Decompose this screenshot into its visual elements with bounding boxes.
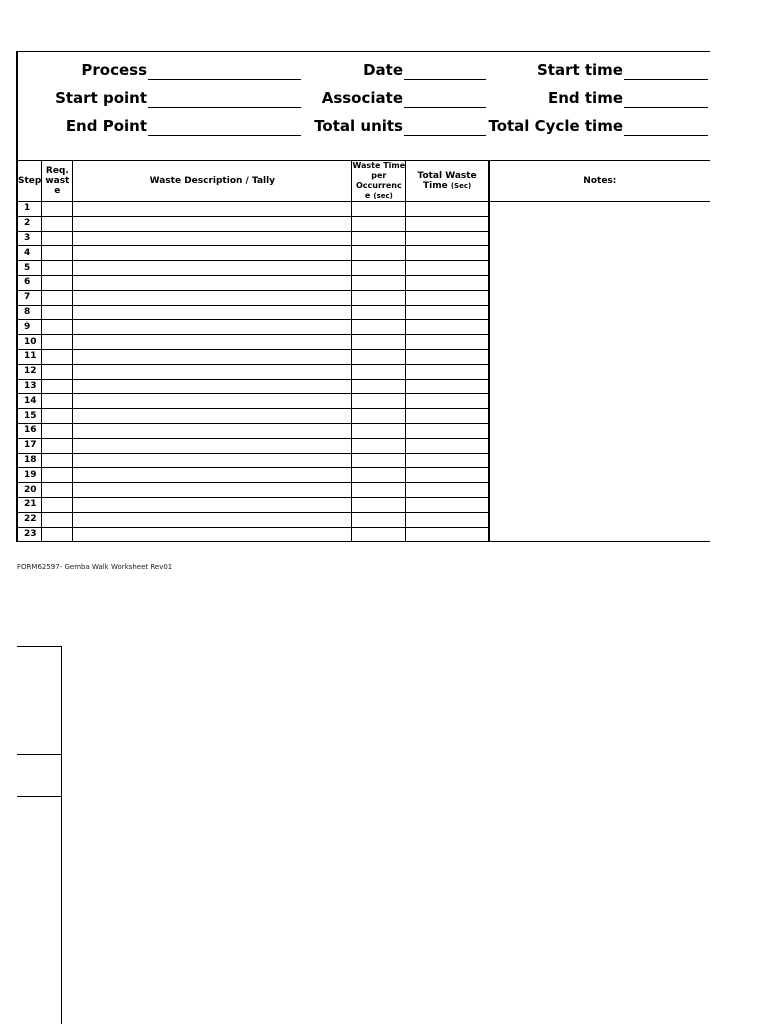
waste-description-cell[interactable]: [73, 394, 352, 409]
waste-description-cell[interactable]: [73, 364, 352, 379]
waste-time-cell[interactable]: [352, 231, 406, 246]
table-header-row: [17, 161, 710, 202]
step-number-cell: 2: [17, 216, 42, 231]
process-field[interactable]: [148, 79, 301, 80]
total-waste-cell[interactable]: [406, 379, 489, 394]
total-waste-cell[interactable]: [406, 438, 489, 453]
waste-description-cell[interactable]: [73, 231, 352, 246]
waste-time-cell[interactable]: [352, 275, 406, 290]
step-number-cell: 3: [17, 231, 42, 246]
req-waste-cell[interactable]: [42, 453, 73, 468]
total-waste-cell[interactable]: [406, 423, 489, 438]
req-waste-cell[interactable]: [42, 468, 73, 483]
step-column-header: Step: [17, 161, 42, 202]
req-waste-cell[interactable]: [42, 497, 73, 512]
req-waste-cell[interactable]: [42, 216, 73, 231]
step-number-cell: 18: [17, 453, 42, 468]
total-waste-cell[interactable]: [406, 216, 489, 231]
waste-time-cell[interactable]: [352, 409, 406, 424]
total-waste-cell[interactable]: [406, 261, 489, 276]
table-row: [17, 202, 710, 217]
total-waste-cell[interactable]: [406, 290, 489, 305]
step-number-cell: 8: [17, 305, 42, 320]
req-waste-cell[interactable]: [42, 364, 73, 379]
waste-description-cell[interactable]: [73, 483, 352, 498]
end-point-field[interactable]: [148, 135, 301, 136]
step-number-cell: 22: [17, 512, 42, 527]
total-waste-cell[interactable]: [406, 394, 489, 409]
waste-time-unit: (sec): [373, 192, 393, 200]
total-waste-cell[interactable]: [406, 483, 489, 498]
waste-description-column-header: Waste Description / Tally: [73, 161, 352, 202]
step-number-cell: 7: [17, 290, 42, 305]
waste-description-cell[interactable]: [73, 305, 352, 320]
waste-time-cell[interactable]: [352, 335, 406, 350]
waste-time-cell[interactable]: [352, 290, 406, 305]
total-cycle-time-field[interactable]: [624, 135, 708, 136]
req-waste-cell[interactable]: [42, 394, 73, 409]
waste-description-cell[interactable]: [73, 409, 352, 424]
waste-description-cell[interactable]: [73, 423, 352, 438]
req-waste-cell[interactable]: [42, 335, 73, 350]
total-waste-cell[interactable]: [406, 497, 489, 512]
req-waste-header-text: Req. wast e: [45, 166, 70, 196]
end-time-label: End time: [548, 89, 623, 107]
req-waste-cell[interactable]: [42, 261, 73, 276]
frame-line-3: [17, 796, 62, 797]
waste-time-cell[interactable]: [352, 364, 406, 379]
total-waste-cell[interactable]: [406, 349, 489, 364]
associate-label: Associate: [321, 89, 403, 107]
req-waste-cell[interactable]: [42, 231, 73, 246]
waste-description-cell[interactable]: [73, 349, 352, 364]
waste-time-cell[interactable]: [352, 468, 406, 483]
frame-vertical-line: [61, 646, 62, 1024]
total-waste-cell[interactable]: [406, 468, 489, 483]
total-waste-cell[interactable]: [406, 246, 489, 261]
process-label: Process: [81, 61, 147, 79]
req-waste-cell[interactable]: [42, 290, 73, 305]
notes-area[interactable]: [489, 202, 710, 542]
frame-line-2: [17, 754, 62, 755]
date-label: Date: [363, 61, 403, 79]
step-number-cell: 13: [17, 379, 42, 394]
step-number-cell: 19: [17, 468, 42, 483]
waste-time-cell[interactable]: [352, 320, 406, 335]
waste-description-cell[interactable]: [73, 512, 352, 527]
waste-time-cell[interactable]: [352, 202, 406, 217]
waste-time-cell[interactable]: [352, 453, 406, 468]
req-waste-cell[interactable]: [42, 483, 73, 498]
waste-time-cell[interactable]: [352, 483, 406, 498]
waste-description-cell[interactable]: [73, 275, 352, 290]
start-time-label: Start time: [536, 61, 623, 79]
waste-description-cell[interactable]: [73, 453, 352, 468]
waste-description-cell[interactable]: [73, 202, 352, 217]
req-waste-cell[interactable]: [42, 246, 73, 261]
table-body: [17, 202, 710, 542]
step-number-cell: 12: [17, 364, 42, 379]
waste-description-cell[interactable]: [73, 438, 352, 453]
total-waste-cell[interactable]: [406, 409, 489, 424]
total-waste-cell[interactable]: [406, 305, 489, 320]
form-footer: FORM62597- Gemba Walk Worksheet Rev01: [17, 563, 173, 571]
step-number-cell: 15: [17, 409, 42, 424]
total-waste-cell[interactable]: [406, 275, 489, 290]
waste-description-cell[interactable]: [73, 527, 352, 542]
total-units-field[interactable]: [404, 135, 486, 136]
req-waste-column-header: [42, 161, 73, 202]
header-row-3: [0, 117, 768, 139]
waste-time-cell[interactable]: [352, 438, 406, 453]
waste-time-cell[interactable]: [352, 512, 406, 527]
step-number-cell: 14: [17, 394, 42, 409]
waste-time-cell[interactable]: [352, 261, 406, 276]
waste-description-cell[interactable]: [73, 246, 352, 261]
waste-time-cell[interactable]: [352, 379, 406, 394]
header-row-1: [0, 61, 768, 83]
total-waste-column-header: [406, 161, 489, 202]
waste-time-cell[interactable]: [352, 394, 406, 409]
req-waste-cell[interactable]: [42, 423, 73, 438]
step-number-cell: 17: [17, 438, 42, 453]
step-number-cell: 16: [17, 423, 42, 438]
notes-column-header: Notes:: [489, 161, 710, 202]
end-time-field[interactable]: [624, 107, 708, 108]
waste-time-cell[interactable]: [352, 305, 406, 320]
req-waste-cell[interactable]: [42, 512, 73, 527]
total-waste-cell[interactable]: [406, 335, 489, 350]
date-field[interactable]: [404, 79, 486, 80]
total-units-label: Total units: [314, 117, 403, 135]
step-number-cell: 1: [17, 202, 42, 217]
waste-description-cell[interactable]: [73, 261, 352, 276]
waste-time-cell[interactable]: [352, 349, 406, 364]
req-waste-cell[interactable]: [42, 438, 73, 453]
req-waste-cell[interactable]: [42, 202, 73, 217]
waste-description-cell[interactable]: [73, 290, 352, 305]
waste-time-cell[interactable]: [352, 216, 406, 231]
waste-time-cell[interactable]: [352, 527, 406, 542]
waste-time-cell[interactable]: [352, 423, 406, 438]
header-row-2: [0, 89, 768, 111]
total-waste-cell[interactable]: [406, 453, 489, 468]
waste-description-cell[interactable]: [73, 468, 352, 483]
req-waste-cell[interactable]: [42, 320, 73, 335]
req-waste-cell[interactable]: [42, 275, 73, 290]
step-number-cell: 23: [17, 527, 42, 542]
end-point-label: End Point: [65, 117, 147, 135]
waste-time-header-text: Waste Time per Occurrenc e: [352, 161, 406, 200]
step-number-cell: 4: [17, 246, 42, 261]
total-waste-cell[interactable]: [406, 320, 489, 335]
req-waste-cell[interactable]: [42, 409, 73, 424]
waste-description-cell[interactable]: [73, 497, 352, 512]
waste-time-cell[interactable]: [352, 497, 406, 512]
waste-description-cell[interactable]: [73, 335, 352, 350]
step-number-cell: 20: [17, 483, 42, 498]
step-number-cell: 9: [17, 320, 42, 335]
total-waste-cell[interactable]: [406, 231, 489, 246]
waste-time-cell[interactable]: [352, 246, 406, 261]
waste-description-cell[interactable]: [73, 320, 352, 335]
start-time-field[interactable]: [624, 79, 708, 80]
total-waste-cell[interactable]: [406, 512, 489, 527]
start-point-label: Start point: [55, 89, 147, 107]
step-number-cell: 11: [17, 349, 42, 364]
waste-tally-table: [16, 160, 710, 542]
waste-description-cell[interactable]: [73, 379, 352, 394]
req-waste-cell[interactable]: [42, 349, 73, 364]
req-waste-cell[interactable]: [42, 379, 73, 394]
step-number-cell: 10: [17, 335, 42, 350]
step-number-cell: 6: [17, 275, 42, 290]
waste-description-cell[interactable]: [73, 216, 352, 231]
waste-time-column-header: [352, 161, 406, 202]
total-cycle-time-label: Total Cycle time: [488, 117, 623, 135]
total-waste-cell[interactable]: [406, 364, 489, 379]
associate-field[interactable]: [404, 107, 486, 108]
start-point-field[interactable]: [148, 107, 301, 108]
total-waste-cell[interactable]: [406, 527, 489, 542]
total-waste-unit: (Sec): [450, 182, 472, 190]
total-waste-header-text: Total Waste Time: [417, 171, 477, 191]
req-waste-cell[interactable]: [42, 305, 73, 320]
step-number-cell: 21: [17, 497, 42, 512]
total-waste-cell[interactable]: [406, 202, 489, 217]
req-waste-cell[interactable]: [42, 527, 73, 542]
step-number-cell: 5: [17, 261, 42, 276]
frame-line-1: [17, 646, 62, 647]
